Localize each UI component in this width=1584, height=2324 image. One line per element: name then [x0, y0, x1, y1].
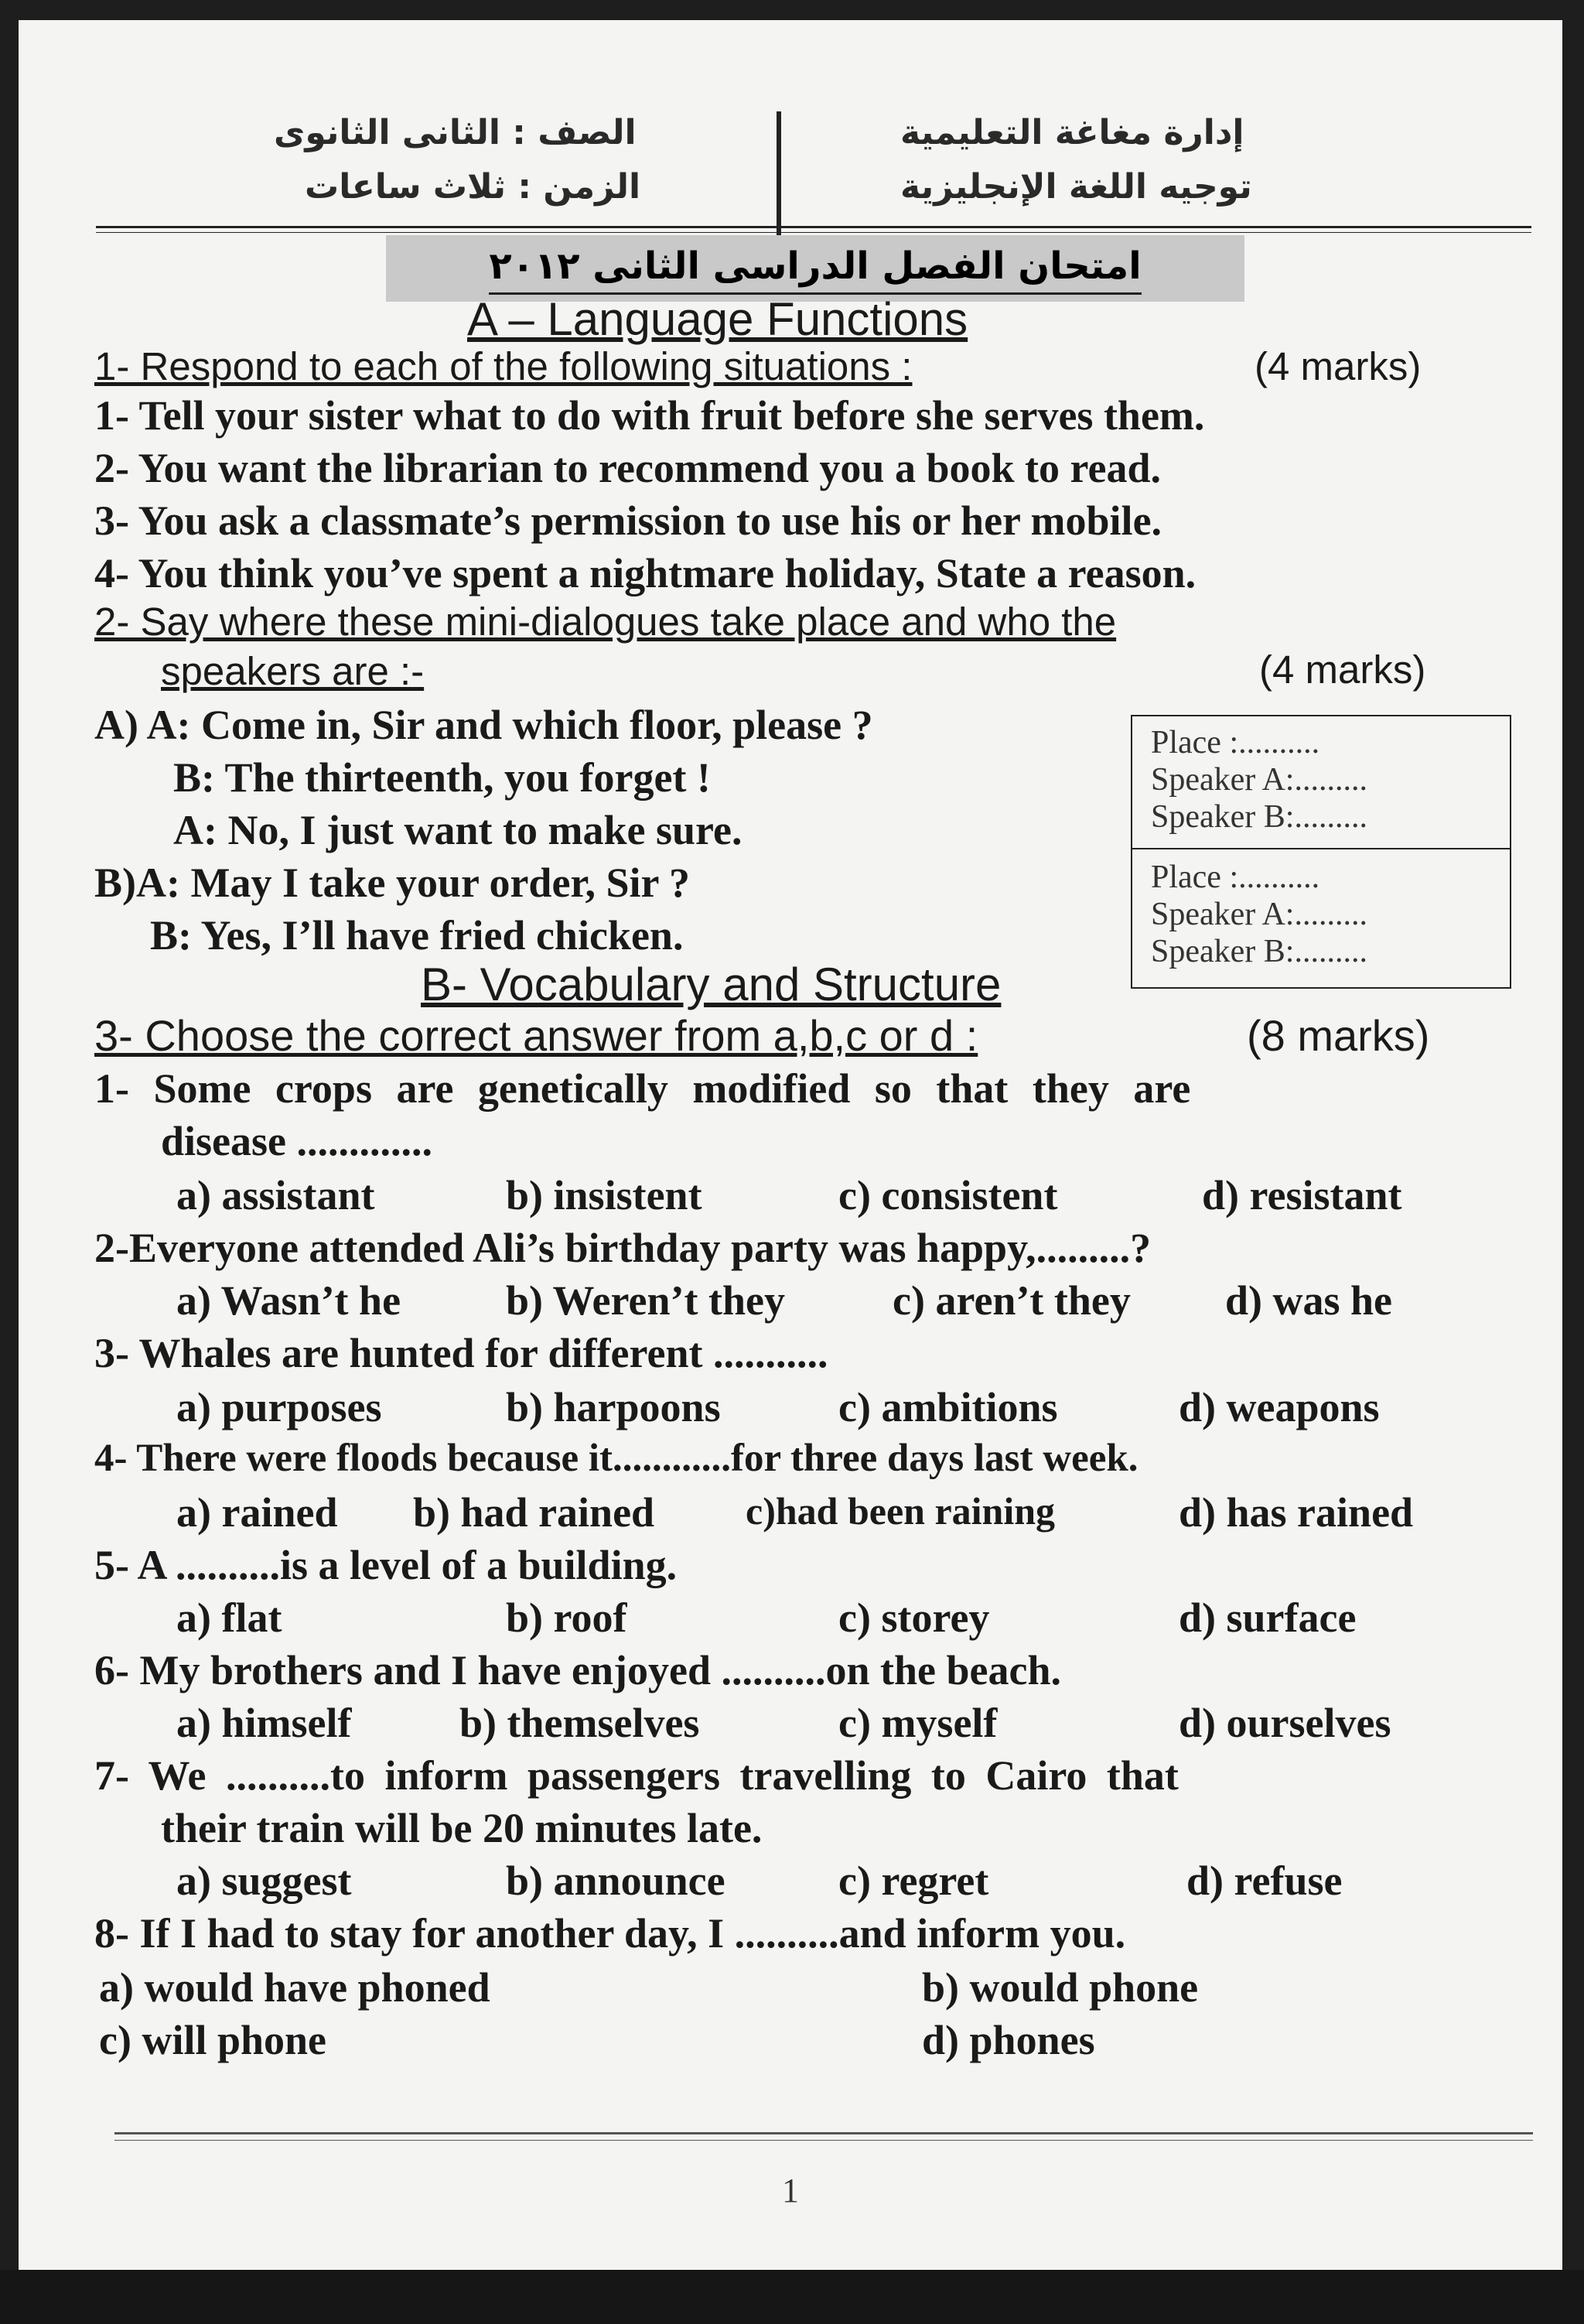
option[interactable]: d) ourselves	[1179, 1700, 1391, 1746]
header-duration: الزمن : ثلاث ساعات	[305, 167, 641, 207]
scan-border-bottom	[0, 2270, 1584, 2324]
option[interactable]: c)had been raining	[746, 1489, 1056, 1533]
option[interactable]: b) themselves	[459, 1700, 700, 1746]
option[interactable]: d) refuse	[1186, 1857, 1343, 1904]
q2-marks: (4 marks)	[1259, 648, 1426, 692]
option[interactable]: d) has rained	[1179, 1489, 1414, 1536]
question-stem: 8- If I had to stay for another day, I ..........and inform you.	[94, 1910, 1126, 1957]
answer-place-b: Place :..........	[1151, 860, 1320, 895]
question-stem: 5- A ..........is a level of a building.	[94, 1542, 678, 1588]
option[interactable]: a) suggest	[176, 1857, 352, 1904]
option[interactable]: d) was he	[1225, 1277, 1393, 1324]
header-directorate: إدارة مغاغة التعليمية	[900, 113, 1244, 152]
section-b-title: B- Vocabulary and Structure	[421, 959, 1002, 1010]
question-stem: 7- We ..........to inform passengers travelling to Cairo that	[94, 1752, 1179, 1799]
q2-prompt-line1: 2- Say where these mini-dialogues take place and who the	[94, 600, 1117, 644]
option[interactable]: a) purposes	[176, 1384, 382, 1430]
header-rule-thin	[96, 232, 1531, 233]
option[interactable]: a) flat	[176, 1594, 282, 1641]
footer-rule	[114, 2132, 1533, 2134]
answer-box-divider	[1132, 848, 1510, 849]
header-grade: الصف : الثانى الثانوى	[274, 113, 637, 152]
option[interactable]: c) will phone	[99, 2017, 327, 2063]
q1-item: 3- You ask a classmate’s permission to use his or her mobile.	[94, 497, 1162, 544]
answer-speaker-a-b: Speaker A:.........	[1151, 897, 1367, 932]
option[interactable]: c) myself	[838, 1700, 998, 1746]
page-number: 1	[782, 2172, 799, 2210]
option[interactable]: d) phones	[922, 2017, 1095, 2063]
option[interactable]: c) regret	[838, 1857, 989, 1904]
header-divider	[777, 111, 781, 235]
answer-speaker-a-a: Speaker A:.........	[1151, 762, 1367, 798]
question-stem: 3- Whales are hunted for different ...........	[94, 1330, 828, 1376]
dialogue-a-line: B: The thirteenth, you forget !	[173, 754, 711, 801]
header-english-supervision: توجيه اللغة الإنجليزية	[900, 167, 1252, 207]
answer-box	[1131, 715, 1511, 989]
question-stem: 1- Some crops are genetically modified so that they are	[94, 1065, 1191, 1112]
option[interactable]: d) resistant	[1202, 1172, 1402, 1218]
dialogue-b-line: B)A: May I take your order, Sir ?	[94, 860, 690, 906]
q1-item: 2- You want the librarian to recommend you a book to read.	[94, 445, 1162, 491]
dialogue-a-line: A: No, I just want to make sure.	[173, 807, 742, 853]
question-stem: 2-Everyone attended Ali’s birthday party was happy,.........?	[94, 1225, 1152, 1271]
q2-prompt-line2: speakers are :-	[161, 649, 425, 693]
q1-marks: (4 marks)	[1255, 344, 1422, 388]
q3-marks: (8 marks)	[1247, 1011, 1430, 1060]
question-stem: disease .............	[161, 1118, 432, 1164]
option[interactable]: b) had rained	[413, 1489, 655, 1536]
answer-place-a: Place :..........	[1151, 725, 1320, 760]
header-rule	[96, 226, 1531, 228]
answer-speaker-b-b: Speaker B:.........	[1151, 934, 1367, 969]
q1-prompt: 1- Respond to each of the following situations :	[94, 344, 913, 388]
question-stem: their train will be 20 minutes late.	[161, 1805, 763, 1851]
answer-speaker-b-a: Speaker B:.........	[1151, 799, 1367, 835]
option[interactable]: b) announce	[506, 1857, 725, 1904]
q3-prompt: 3- Choose the correct answer from a,b,c or d :	[94, 1011, 978, 1060]
exam-page	[19, 20, 1562, 2270]
question-stem: 6- My brothers and I have enjoyed ..........on the beach.	[94, 1647, 1062, 1693]
option[interactable]: c) ambitions	[838, 1384, 1058, 1430]
option[interactable]: a) assistant	[176, 1172, 375, 1218]
exam-title: امتحان الفصل الدراسى الثانى ٢٠١٢	[489, 240, 1141, 295]
option[interactable]: a) Wasn’t he	[176, 1277, 401, 1324]
q1-item: 4- You think you’ve spent a nightmare holiday, State a reason.	[94, 550, 1197, 596]
dialogue-b-line: B: Yes, I’ll have fried chicken.	[150, 912, 684, 959]
option[interactable]: a) rained	[176, 1489, 338, 1536]
option[interactable]: d) surface	[1179, 1594, 1357, 1641]
option[interactable]: c) consistent	[838, 1172, 1058, 1218]
option[interactable]: c) storey	[838, 1594, 990, 1641]
option[interactable]: c) aren’t they	[893, 1277, 1131, 1324]
footer-rule-thin	[114, 2140, 1533, 2141]
option[interactable]: b) would phone	[922, 1964, 1199, 2011]
q1-item: 1- Tell your sister what to do with fruit before she serves them.	[94, 392, 1205, 439]
option[interactable]: b) roof	[506, 1594, 627, 1641]
option[interactable]: d) weapons	[1179, 1384, 1380, 1430]
option[interactable]: a) himself	[176, 1700, 352, 1746]
option[interactable]: b) insistent	[506, 1172, 702, 1218]
section-a-title: A – Language Functions	[467, 293, 968, 345]
dialogue-a-line: A) A: Come in, Sir and which floor, please ?	[94, 702, 873, 748]
question-stem: 4- There were floods because it............for three days last week.	[94, 1437, 1138, 1480]
option[interactable]: b) harpoons	[506, 1384, 721, 1430]
option[interactable]: b) Weren’t they	[506, 1277, 785, 1324]
option[interactable]: a) would have phoned	[99, 1964, 490, 2011]
